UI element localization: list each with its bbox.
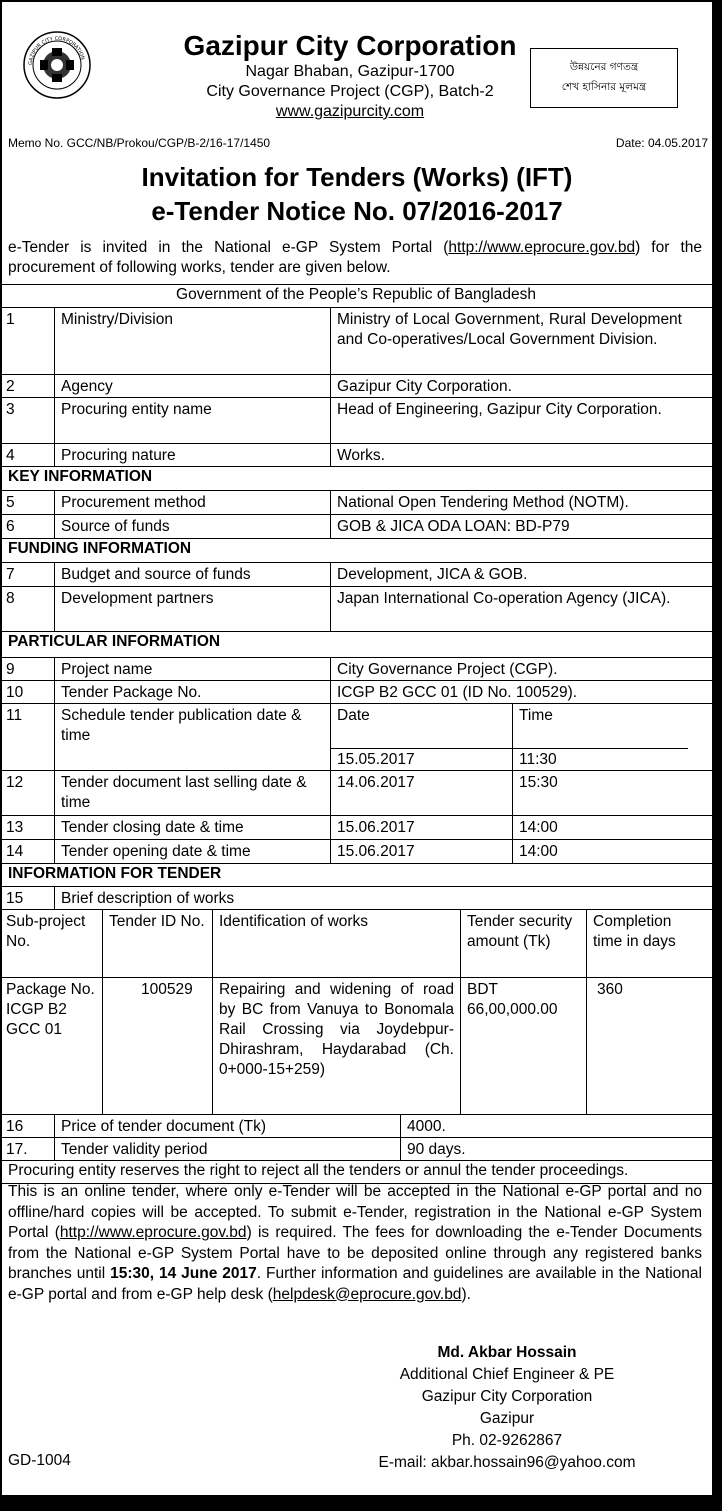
row-label: Brief description of works (54, 887, 688, 909)
org-address: Nagar Bhaban, Gazipur-1700 (245, 63, 455, 80)
row-number: 6 (6, 518, 15, 535)
slogan-line-2: শেখ হাসিনার মূলমন্ত্র (561, 81, 647, 93)
signatory-phone: Ph. 02-9262867 (451, 1432, 563, 1449)
slogan-line-1: উন্নয়নের গণতন্ত্র (569, 61, 639, 73)
cell-identification: Repairing and widening of road by BC from Vanuya to Bonomala Rail Crossing via Joydebpur-Dhirashram, Haydarabad (Ch. 0+000-15+259) (219, 981, 454, 1078)
gcc-logo (22, 30, 92, 100)
notice-text-2: ) is required. The fees for downloading the e-Tender Documents from the National e-GP System Portal have to be deposited online through any registered banks branches until (8, 1224, 702, 1282)
col-header-identification: Identification of works (212, 910, 460, 977)
row-value: ICGP B2 GCC 01 (ID No. 100529). (330, 681, 688, 703)
col-header-tender-id: Tender ID No. (109, 913, 205, 930)
notice-paragraph (8, 1182, 702, 1305)
page-shadow-bottom (0, 1497, 722, 1511)
table-row (0, 1114, 712, 1137)
row-number: 10 (6, 684, 24, 701)
col-header-subproject: Sub-project No. (6, 913, 86, 950)
row-label: Procurement method (54, 491, 330, 514)
org-name: Gazipur City Corporation (183, 30, 517, 61)
row-number: 12 (6, 774, 24, 791)
org-project: City Governance Project (CGP), Batch-2 (206, 83, 494, 100)
table-row (0, 703, 712, 770)
row-date: 15.05.2017 (331, 748, 512, 771)
row-date: 15.06.2017 (330, 816, 512, 839)
reserve-note: Procuring entity reserves the right to reject all the tenders or annul the tender proceedings. (0, 1161, 712, 1184)
row-label: Ministry/Division (54, 308, 330, 374)
row-number: 2 (6, 378, 15, 395)
row-value: City Governance Project (CGP). (330, 658, 688, 680)
row-label: Tender document last selling date & time (54, 771, 330, 815)
table-row (0, 839, 712, 863)
signatory-email: E-mail: akbar.hossain96@yahoo.com (378, 1454, 636, 1471)
table-row (0, 586, 712, 631)
row-label: Budget and source of funds (54, 563, 330, 586)
tender-info-table (0, 284, 712, 1184)
notice-deadline: 15:30, 14 June 2017 (110, 1265, 257, 1282)
row-value: Development, JICA & GOB. (330, 563, 688, 586)
table-row (0, 1137, 712, 1161)
row-number: 14 (6, 843, 24, 860)
row-value: 4000. (400, 1115, 688, 1137)
row-date: 14.06.2017 (330, 771, 512, 815)
title-line-1: Invitation for Tenders (Works) (IFT) (141, 162, 573, 192)
intro-text-2: ) for the procurement of following works, tender are given below. (8, 239, 702, 276)
org-header (150, 30, 550, 122)
time-header: Time (519, 707, 553, 724)
table-row (0, 307, 712, 374)
row-label: Development partners (54, 587, 330, 631)
row-value: Works. (330, 444, 688, 466)
works-table-row (0, 977, 712, 1114)
title-line-2: e-Tender Notice No. 07/2016-2017 (151, 196, 563, 226)
section-funding-information: FUNDING INFORMATION (0, 538, 712, 562)
notice-text-1: This is an online tender, where only e-Tender will be accepted in the National e-GP portal and no offline/hard copies will be accepted. To submit e-Tender, registration in the National e-GP System Portal ( (8, 1183, 702, 1241)
notice-date: Date: 04.05.2017 (615, 136, 708, 150)
row-label: Procuring entity name (54, 398, 330, 443)
slogan-box (530, 48, 678, 108)
row-number: 8 (6, 590, 15, 607)
eprocure-link[interactable]: http://www.eprocure.gov.bd (448, 239, 636, 256)
table-row (0, 397, 712, 443)
row-label: Source of funds (54, 515, 330, 538)
table-row (0, 815, 712, 839)
signatory-city: Gazipur (479, 1410, 535, 1427)
helpdesk-email-link[interactable]: helpdesk@eprocure.gov.bd (272, 1285, 462, 1303)
signatory-designation: Additional Chief Engineer & PE (399, 1366, 615, 1383)
intro-paragraph (8, 238, 702, 278)
section-key-information: KEY INFORMATION (0, 466, 712, 490)
row-label: Tender Package No. (54, 681, 330, 703)
table-row (0, 886, 712, 909)
table-row (0, 514, 712, 538)
row-number: 3 (6, 401, 15, 418)
table-row (0, 680, 712, 703)
row-number: 7 (6, 566, 15, 583)
row-value: National Open Tendering Method (NOTM). (330, 491, 688, 514)
row-number: 4 (6, 447, 15, 464)
row-label: Project name (54, 658, 330, 680)
row-label: Procuring nature (54, 444, 330, 466)
section-particular-information: PARTICULAR INFORMATION (0, 631, 712, 657)
govt-title: Government of the People’s Republic of Bangladesh (176, 286, 536, 303)
table-row (0, 562, 712, 586)
row-value: Gazipur City Corporation. (330, 375, 688, 397)
row-value: 90 days. (400, 1138, 688, 1160)
row-number: 13 (6, 819, 24, 836)
eprocure-link[interactable]: http://www.eprocure.gov.bd (59, 1224, 247, 1241)
row-label: Price of tender document (Tk) (54, 1115, 400, 1137)
row-number: 16 (6, 1118, 24, 1135)
table-row (0, 490, 712, 514)
table-row (0, 770, 712, 815)
intro-text-1: e-Tender is invited in the National e-GP System Portal ( (8, 239, 449, 256)
cell-completion: 360 (586, 978, 688, 1114)
cell-security: BDT 66,00,000.00 (460, 978, 586, 1114)
row-value: Ministry of Local Government, Rural Development and Co-operatives/Local Government Division. (337, 311, 682, 348)
section-information-for-tender: INFORMATION FOR TENDER (0, 863, 712, 886)
row-label: Agency (54, 375, 330, 397)
row-time: 11:30 (513, 748, 688, 771)
table-row (0, 443, 712, 466)
row-number: 1 (6, 311, 15, 328)
signatory-org: Gazipur City Corporation (421, 1388, 593, 1405)
memo-number: Memo No. GCC/NB/Prokou/CGP/B-2/16-17/1450 (8, 136, 271, 150)
row-number: 11 (6, 707, 23, 724)
row-number: 9 (6, 661, 15, 678)
cell-tender-id: 100529 (102, 978, 212, 1114)
row-label: Tender validity period (54, 1138, 400, 1160)
row-time: 14:00 (512, 816, 688, 839)
govt-row (0, 284, 712, 307)
row-number: 17. (6, 1141, 28, 1158)
notice-text-4: ). (461, 1285, 471, 1303)
row-label: Tender closing date & time (54, 816, 330, 839)
cell-subproject: Package No. ICGP B2 GCC 01 (6, 981, 95, 1038)
notice-text-3: . Further information and guidelines are available in the National e-GP portal and from e-GP help desk ( (8, 1265, 702, 1303)
row-label: Schedule tender publication date & time (54, 704, 330, 770)
signatory-name: Md. Akbar Hossain (437, 1344, 577, 1361)
row-value: Head of Engineering, Gazipur City Corporation. (337, 401, 662, 418)
row-value: GOB & JICA ODA LOAN: BD-P79 (330, 515, 688, 538)
row-time: 15:30 (512, 771, 688, 815)
row-date: 15.06.2017 (330, 840, 512, 863)
svg-text:GAZIPUR CITY CORPORATION: GAZIPUR CITY CORPORATION (27, 35, 86, 66)
works-table-header (0, 909, 712, 977)
table-row (0, 374, 712, 397)
col-header-security: Tender security amount (Tk) (460, 910, 586, 977)
table-row (0, 657, 712, 680)
org-website-link[interactable]: www.gazipurcity.com (275, 103, 425, 120)
row-label: Tender opening date & time (54, 840, 330, 863)
signature-block (352, 1342, 662, 1474)
row-time: 14:00 (512, 840, 688, 863)
col-header-completion: Completion time in days (593, 913, 676, 950)
row-number: 5 (6, 494, 15, 511)
footer-code: GD-1004 (8, 1452, 71, 1469)
row-value: Japan International Co-operation Agency (JICA). (337, 590, 671, 607)
date-header: Date (337, 707, 370, 724)
page-shadow-right (714, 0, 722, 1511)
row-number: 15 (6, 890, 24, 907)
